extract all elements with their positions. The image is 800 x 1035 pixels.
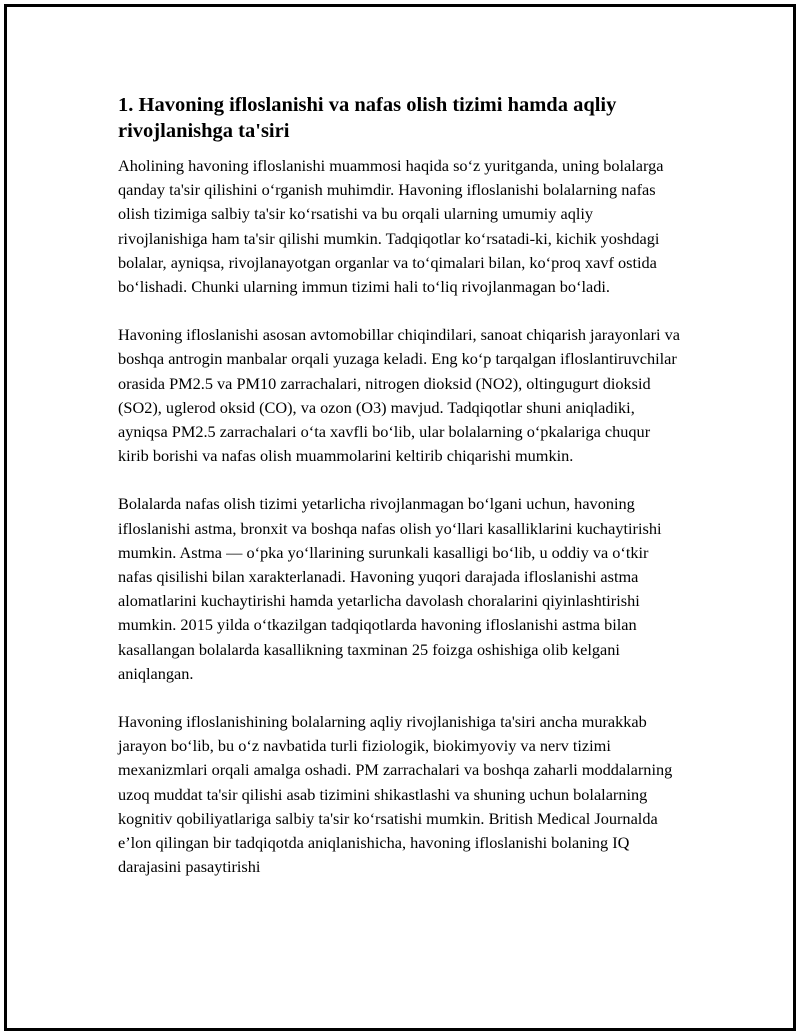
document-body — [118, 92, 683, 903]
section-title: 1. Havoning ifloslanishi va nafas olish tizimi hamda aqliy rivojlanishga ta'siri — [118, 94, 617, 142]
paragraph-1: Aholining havoning ifloslanishi muammosi haqida so‘z yuritganda, uning bolalarga qanday ta'sir qilishini o‘rganish muhimdir. Havoning ifloslanishi bolalarning nafas olish tizimiga salbiy ta'sir ko‘rsatishi va bu orqali ularning umumiy aqliy rivojlanishiga ham ta'sir qilishi mumkin. Tadqiqotlar ko‘rsatadi-ki, kichik yoshdagi bolalar, ayniqsa, rivojlanayotgan organlar va to‘qimalari bilan, ko‘proq xavf ostida bo‘lishadi. Chunki ularning immun tizimi hali to‘liq rivojlanmagan bo‘ladi. — [118, 156, 664, 297]
paragraph-2: Havoning ifloslanishi asosan avtomobillar chiqindilari, sanoat chiqarish jarayonlari va boshqa antrogin manbalar orqali yuzaga keladi. Eng ko‘p tarqalgan ifloslantiruvchilar orasida PM2.5 va PM10 zarrachalari, nitrogen dioksid (NO2), oltingugurt dioksid (SO2), uglerod oksid (CO), va ozon (O3) mavjud. Tadqiqotlar shuni aniqladiki, ayniqsa PM2.5 zarrachalari o‘ta xavfli bo‘lib, ular bolalarning o‘pkalariga chuqur kirib borishi va nafas olish muammolarini keltirib chiqarishi mumkin. — [118, 325, 681, 466]
paragraph-4: Havoning ifloslanishining bolalarning aqliy rivojlanishiga ta'siri ancha murakkab jarayon bo‘lib, bu o‘z navbatida turli fiziologik, biokimyoviy va nerv tizimi mexanizmlari orqali amalga oshadi. PM zarrachalari va boshqa zaharli moddalarning uzoq muddat ta'sir qilishi asab tizimini shikastlashi va shuning uchun bolalarning kognitiv qobiliyatlariga salbiy ta'sir ko‘rsatishi mumkin. British Medical Journalda e’lon qilingan bir tadqiqotda aniqlanishicha, havoning ifloslanishi bolaning IQ darajasini pasaytirishi — [118, 712, 673, 877]
paragraph-3: Bolalarda nafas olish tizimi yetarlicha rivojlanmagan bo‘lgani uchun, havoning ifloslanishi astma, bronxit va boshqa nafas olish yo‘llari kasalliklarini kuchaytirishi mumkin. Astma — o‘pka yo‘llarining surunkali kasalligi bo‘lib, u oddiy va o‘tkir nafas qisilishi bilan xarakterlanadi. Havoning yuqori darajada ifloslanishi astma alomatlarini kuchaytirishi hamda yetarlicha davolash choralarini qiyinlashtirishi mumkin. 2015 yilda o‘tkazilgan tadqiqotlarda havoning ifloslanishi astma bilan kasallangan bolalarda kasallikning taxminan 25 foizga oshishiga olib kelgani aniqlangan. — [118, 494, 662, 683]
